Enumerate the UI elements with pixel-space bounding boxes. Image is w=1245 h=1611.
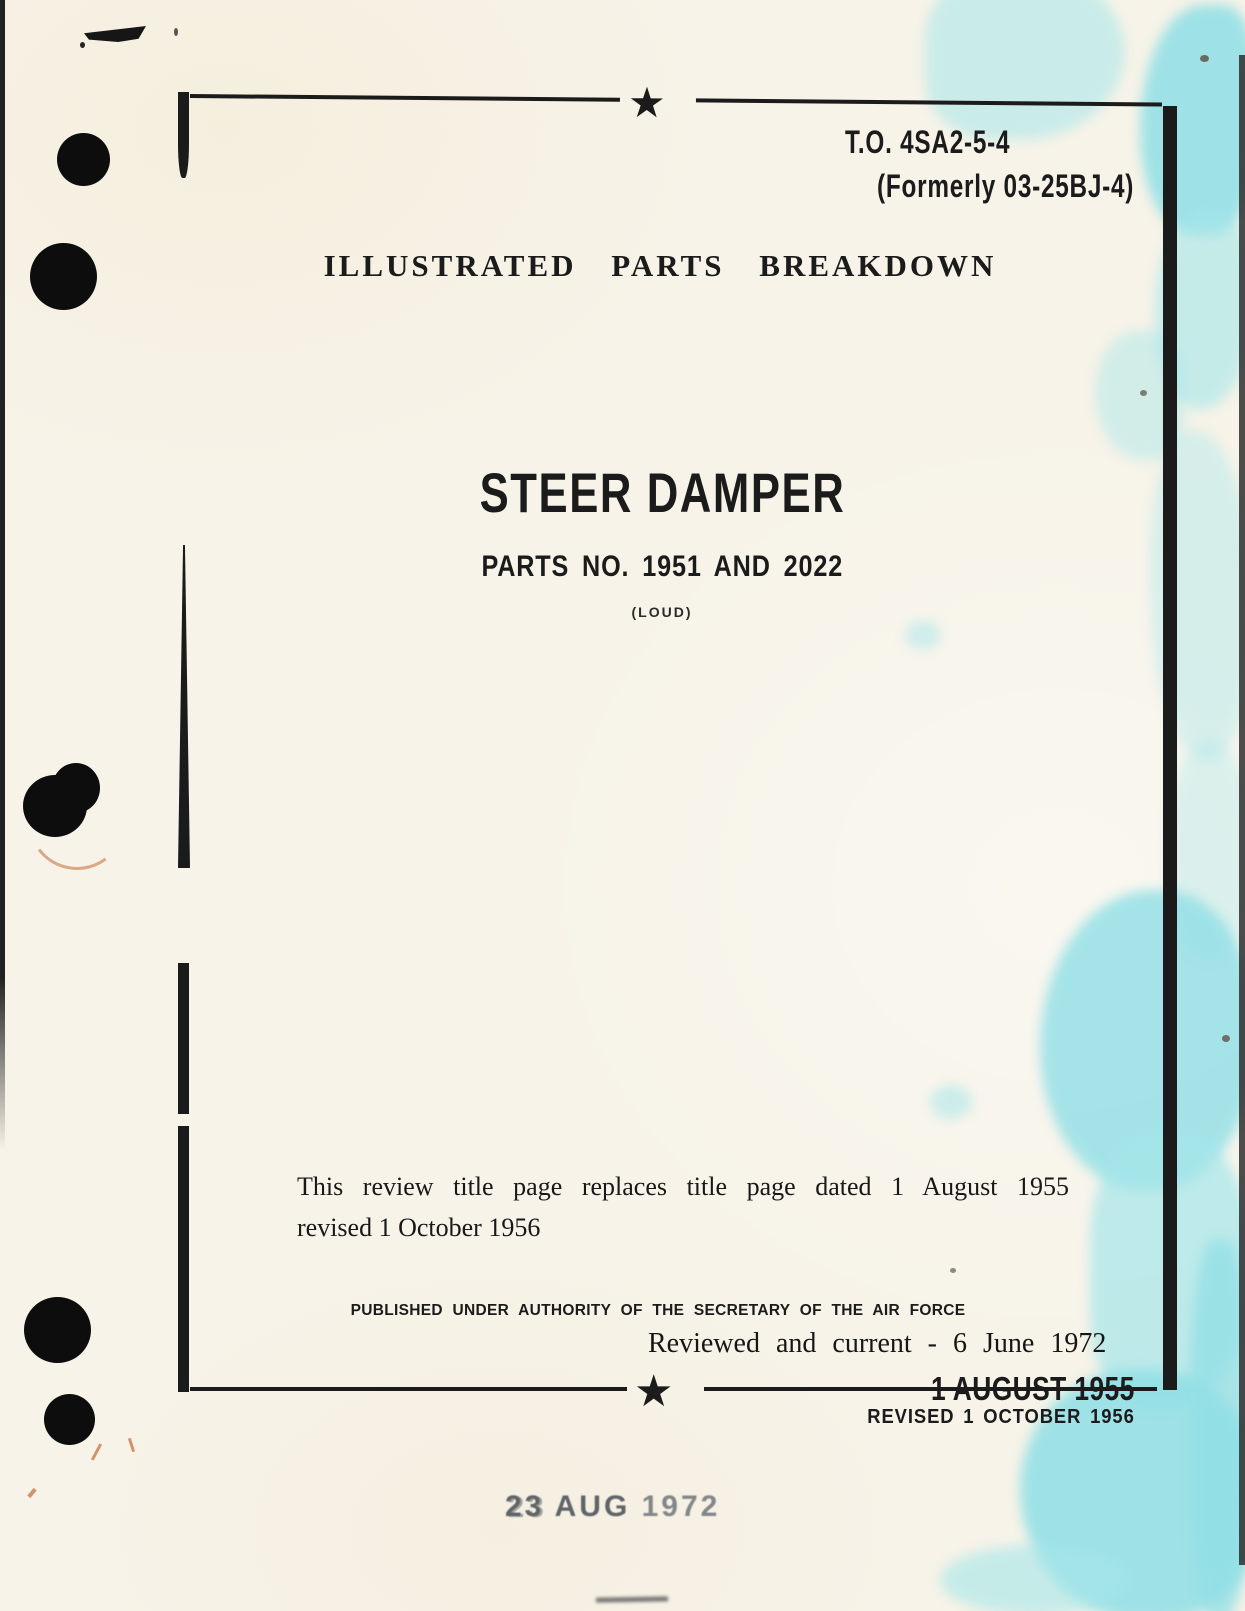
reviewed-current-text: Reviewed and current - 6 June 1972: [648, 1328, 1107, 1359]
formerly-number-text: (Formerly 03-25BJ-4): [877, 168, 1135, 204]
speck: [1222, 1035, 1230, 1042]
stamp-day: 23: [505, 1490, 545, 1523]
watercolor-stain: [1190, 1240, 1245, 1611]
scan-edge-right: [1239, 55, 1245, 1565]
rust-scratch: [27, 1488, 36, 1498]
formerly-number: [877, 168, 1215, 205]
loud-note: [462, 604, 862, 620]
stamp-year: 1972: [641, 1490, 721, 1523]
bottom-rule-left-segment: [190, 1387, 627, 1391]
replacement-notice-line1: This review title page replaces title page dated 1 August 1955: [297, 1172, 1069, 1201]
reviewed-current-line: [648, 1328, 1106, 1360]
watercolor-stain: [930, 1085, 972, 1119]
loud-note-text: (LOUD): [631, 604, 693, 620]
top-rule-left-segment: [190, 94, 620, 102]
bottom-smudge: [596, 1596, 668, 1602]
rust-scratch: [91, 1443, 102, 1460]
left-border-bar: [178, 1126, 189, 1392]
issue-date-text: 1 AUGUST 1955: [931, 1370, 1135, 1407]
torn-tape-mark: [84, 26, 146, 42]
speck: [80, 42, 85, 48]
page-title-text: STEER DAMPER: [479, 461, 845, 524]
page-title: [362, 460, 962, 525]
right-border-bar: [1163, 106, 1177, 1390]
authority-text: PUBLISHED UNDER AUTHORITY OF THE SECRETARY OF THE AIR FORCE: [350, 1302, 966, 1319]
watercolor-stain: [905, 620, 941, 650]
revision-date-text: REVISED 1 OCTOBER 1956: [867, 1406, 1135, 1428]
star-icon: ★: [627, 78, 666, 127]
speck: [174, 28, 178, 36]
left-border-bar: [178, 963, 189, 1114]
to-number-text: T.O. 4SA2-5-4: [845, 124, 1011, 160]
document-type-text: ILLUSTRATED PARTS BREAKDOWN: [323, 248, 997, 283]
watercolor-stain: [940, 1545, 1130, 1611]
hole-punch-mark: [44, 1394, 95, 1445]
revision-date: [844, 1406, 1135, 1429]
date-stamp: [505, 1490, 720, 1524]
to-number: [845, 124, 1063, 161]
document-type-heading: [300, 248, 1020, 284]
left-border-bar: [178, 545, 190, 868]
parts-number-text: PARTS NO. 1951 AND 2022: [481, 550, 843, 583]
left-border-bar: [178, 92, 189, 178]
hole-punch-mark: [24, 1297, 91, 1363]
speck: [1200, 55, 1209, 62]
parts-number-line: [362, 550, 962, 584]
hole-punch-mark: [57, 133, 110, 186]
replacement-notice-line2: revised 1 October 1956: [297, 1213, 541, 1242]
replacement-notice: [297, 1166, 1069, 1248]
scan-edge-left: [0, 0, 5, 1150]
speck: [950, 1268, 956, 1273]
rust-scratch: [128, 1438, 135, 1452]
star-icon: ★: [634, 1367, 674, 1416]
stamp-month: AUG: [554, 1490, 631, 1523]
hole-punch-mark: [30, 243, 97, 310]
authority-line: [258, 1302, 1058, 1320]
issue-date: [880, 1370, 1135, 1408]
speck: [1140, 390, 1147, 396]
